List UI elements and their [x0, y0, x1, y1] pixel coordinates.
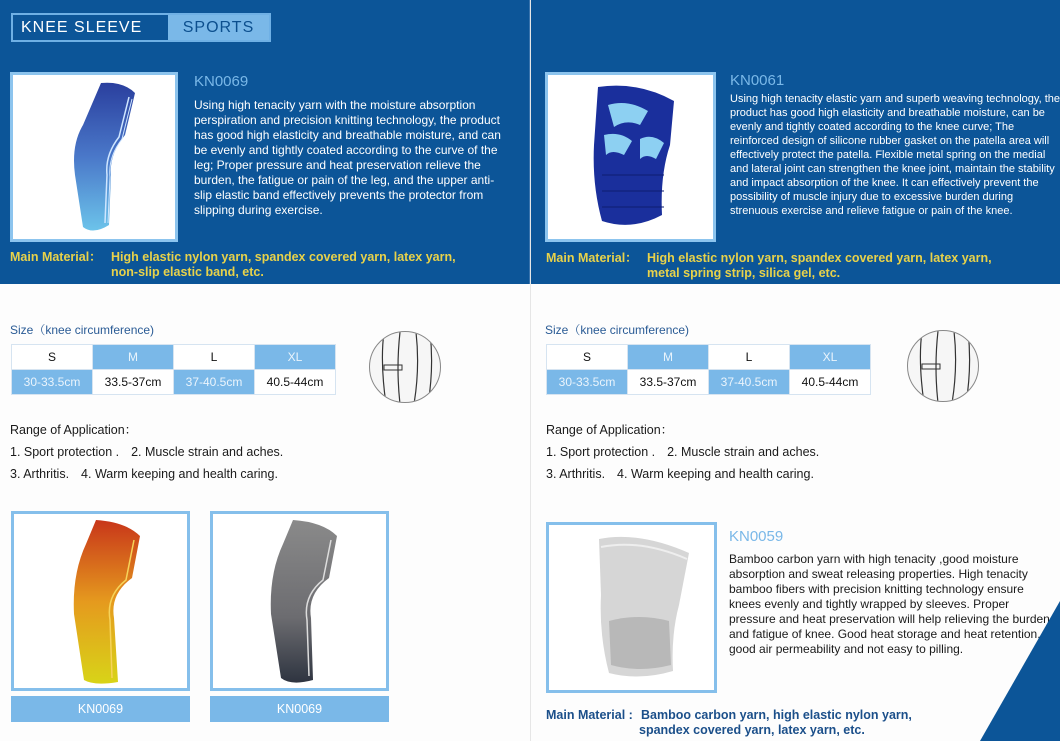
range-item: 4. Warm keeping and health caring. [81, 467, 278, 481]
main-material-label: Main Material : [546, 708, 633, 722]
size-value: 37-40.5cm [174, 370, 255, 395]
range-title: Range of Application： [546, 423, 674, 437]
range-item: 2. Muscle strain and aches. [667, 445, 820, 459]
main-material-line1: High elastic nylon yarn, spandex covered yarn, latex yarn, [647, 251, 992, 265]
range-title: Range of Application： [10, 423, 138, 437]
variant-image-orange [11, 511, 190, 691]
main-material-line2: non-slip elastic band, etc. [111, 265, 264, 279]
variant-caption: KN0069 [210, 696, 389, 722]
size-value: 30-33.5cm [547, 370, 628, 395]
size-cell: M [628, 345, 709, 370]
range-of-application [10, 419, 295, 485]
size-cell: S [547, 345, 628, 370]
size-cell: L [174, 345, 255, 370]
main-material-line1: Bamboo carbon yarn, high elastic nylon yarn, [641, 708, 912, 722]
product-code: KN0059 [729, 528, 784, 545]
blue-camo-knee-brace-icon [548, 75, 713, 239]
size-value: 40.5-44cm [255, 370, 336, 395]
size-value: 37-40.5cm [709, 370, 790, 395]
product-description: Using high tenacity elastic yarn and superb weaving technology, the product has good high elasticity and breathable moisture, can be evenly and tightly coated according to the knee curve; The reinforced design of silicone rubber gasket on the patella area will effectively protect the patella. Flexible metal spring on the medial and lateral joint can strengthen the knee joint, maintain the stability and impact absorption of the knee. It can effectively prevent the possibility of muscle injury due to excessive burden during strenuous exercise and relieve fatigue or pain of the knee. [730, 93, 1060, 217]
category-label: KNEE SLEEVE [21, 19, 143, 36]
size-cell: XL [790, 345, 871, 370]
range-item: 1. Sport protection . [10, 445, 120, 459]
range-item: 3. Arthritis. [10, 467, 70, 481]
size-cell: M [93, 345, 174, 370]
main-material-label: Main Material： [10, 250, 102, 264]
size-value: 30-33.5cm [12, 370, 93, 395]
product-image-kn0059 [546, 522, 717, 693]
size-header-row [547, 345, 871, 370]
main-material [546, 708, 966, 737]
size-value: 40.5-44cm [790, 370, 871, 395]
knee-measure-diagram-icon [907, 330, 979, 402]
main-material-line2: spandex covered yarn, latex yarn, etc. [639, 723, 865, 737]
range-item: 4. Warm keeping and health caring. [617, 467, 814, 481]
main-material-line2: metal spring strip, silica gel, etc. [647, 266, 841, 280]
size-table [546, 344, 871, 395]
size-header-row [12, 345, 336, 370]
orange-knee-sleeve-icon [14, 514, 187, 688]
product-image-kn0069 [10, 72, 178, 242]
size-table [11, 344, 336, 395]
range-item: 1. Sport protection . [546, 445, 656, 459]
product-code: KN0061 [730, 72, 785, 89]
size-value-row [547, 370, 871, 395]
range-of-application [546, 419, 831, 485]
subcategory-label: SPORTS [168, 15, 269, 40]
size-value: 33.5-37cm [628, 370, 709, 395]
size-value: 33.5-37cm [93, 370, 174, 395]
main-material-label: Main Material： [546, 251, 638, 265]
right-page [530, 0, 1060, 741]
product-code: KN0069 [194, 73, 249, 90]
main-material [546, 251, 1056, 280]
product-description: Using high tenacity yarn with the moisture absorption perspiration and precision knitting technology, the product has good high elasticity and breathable moisture, and can be evenly and tightly coated according to the curve of the leg; Proper pressure and heat preservation relieve the burden, the fatigue or pain of the leg, and the upper anti-slip elastic band effectively prevents the protector from slipping during exercise. [194, 98, 501, 217]
range-item: 3. Arthritis. [546, 467, 606, 481]
product-description: Bamboo carbon yarn with high tenacity ,good moisture absorption and sweat releasing properties. High tenacity bamboo fibers with precision knitting technology ensure knees evenly and tightly wrapped by sleeves. Proper pressure and heat preservation will help relieving the burden and fatigue of knee. Good heat storage and heat retention, good air permeability and not easy to pilling. [729, 552, 1050, 656]
variant-image-grey [210, 511, 389, 691]
main-material [10, 250, 520, 279]
size-cell: L [709, 345, 790, 370]
blue-knee-sleeve-icon [13, 75, 175, 239]
range-item: 2. Muscle strain and aches. [131, 445, 284, 459]
category-header [11, 13, 271, 42]
grey-bamboo-knee-sleeve-icon [549, 525, 714, 690]
size-cell: XL [255, 345, 336, 370]
variant-caption: KN0069 [11, 696, 190, 722]
size-title: Size（knee circumference) [10, 323, 155, 337]
size-cell: S [12, 345, 93, 370]
size-value-row [12, 370, 336, 395]
corner-decoration [980, 601, 1060, 741]
grey-knee-sleeve-icon [213, 514, 386, 688]
product-image-kn0061 [545, 72, 716, 242]
main-material-line1: High elastic nylon yarn, spandex covered yarn, latex yarn, [111, 250, 456, 264]
knee-measure-diagram-icon [369, 331, 441, 403]
size-title: Size（knee circumference) [545, 323, 690, 337]
